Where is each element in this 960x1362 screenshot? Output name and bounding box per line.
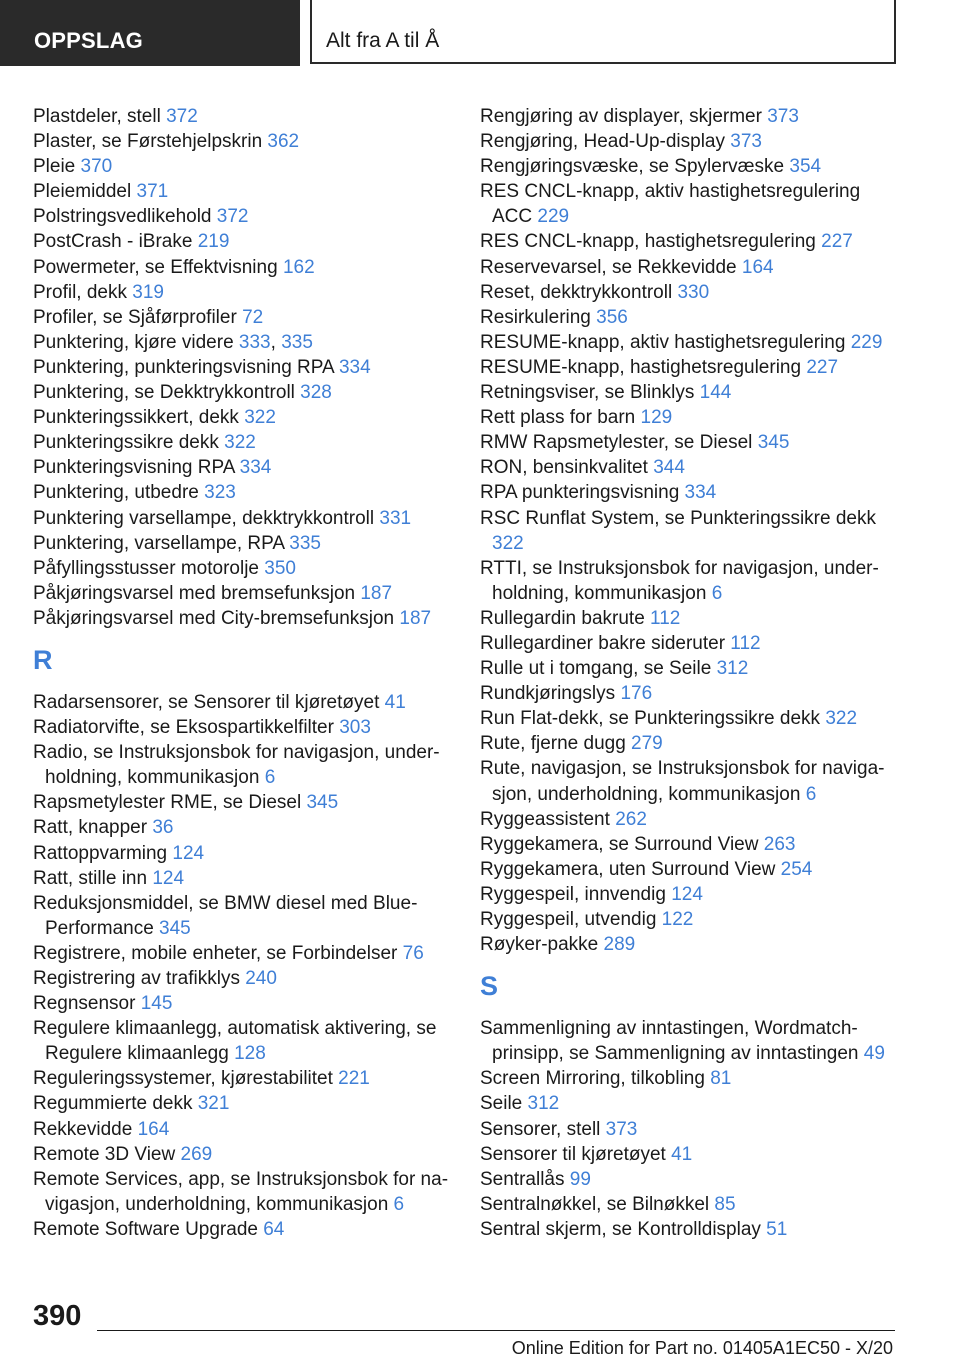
entry-text: Ryggespeil, innvendig (480, 883, 672, 905)
entry-text: Ryggekamera, uten Surround View (480, 858, 781, 880)
page-reference-link[interactable]: 289 (603, 934, 636, 956)
index-entry (33, 104, 453, 129)
entry-text: RESUME-knapp, aktiv hastighetsregulering (480, 331, 851, 353)
entry-text: RES CNCL-knapp, aktiv hastighetsregulering ACC (480, 181, 861, 228)
page-reference-link[interactable]: 371 (136, 181, 169, 203)
page-number: 390 (33, 1300, 82, 1332)
index-entry (33, 154, 453, 179)
page-reference-link[interactable]: 124 (671, 883, 703, 905)
index-entry (480, 154, 895, 179)
index-entry (33, 355, 453, 380)
entry-text: RPA punkteringsvisning (480, 482, 685, 504)
index-entry (480, 455, 895, 480)
index-entry (480, 1117, 895, 1142)
page-reference-link[interactable]: 72 (242, 306, 264, 328)
entry-text: Rundkjøringslys (480, 683, 621, 705)
index-entry (480, 280, 895, 305)
index-entry (33, 715, 453, 740)
index-entry (480, 631, 895, 656)
entry-text: Reduksjonsmiddel, se BMW diesel med BluePerformance (33, 892, 418, 939)
index-entry (480, 405, 895, 430)
index-entry (33, 1217, 453, 1242)
entry-text: Profiler, se Sjåførprofiler (33, 306, 243, 328)
page-reference-link[interactable]: 41 (384, 691, 406, 713)
index-entry (33, 455, 453, 480)
section-tab: OPPSLAG (0, 0, 300, 66)
page-reference-link[interactable]: 129 (640, 407, 673, 429)
entry-text: Punktering, kjøre videre (33, 331, 239, 353)
index-entry (480, 255, 895, 280)
entry-text: Rulle ut i tomgang, se Seile (480, 658, 717, 680)
page-reference-link[interactable]: 162 (282, 256, 315, 278)
page-reference-link[interactable]: 112 (730, 632, 761, 654)
page-reference-link[interactable]: 334 (684, 482, 717, 504)
index-entry (480, 506, 895, 556)
index-entry (33, 1091, 453, 1116)
page-reference-link[interactable]: 229 (850, 331, 883, 353)
index-entry (33, 229, 453, 254)
entry-text: Rattoppvarming (33, 842, 173, 864)
index-entry (33, 790, 453, 815)
entry-text: Reset, dekktrykkontroll (480, 281, 678, 303)
index-entry (33, 1117, 453, 1142)
entry-text: Seile (480, 1093, 528, 1115)
entry-text: Regummierte dekk (33, 1093, 198, 1115)
page-reference-link[interactable]: 51 (766, 1218, 788, 1240)
index-entry (33, 866, 453, 891)
index-entry (480, 1142, 895, 1167)
page-header (0, 0, 960, 66)
page-reference-link[interactable]: 263 (763, 833, 796, 855)
page-reference-link[interactable]: 164 (137, 1118, 170, 1140)
index-entry (480, 1066, 895, 1091)
page-reference-link[interactable]: 219 (197, 231, 230, 253)
index-entry (480, 229, 895, 254)
page-reference-link[interactable]: 370 (80, 156, 113, 178)
index-letter-heading: R (33, 644, 53, 675)
index-entry (33, 991, 453, 1016)
page-reference-link[interactable]: 6 (393, 1193, 405, 1215)
index-entry (33, 1167, 453, 1217)
index-entry (33, 606, 453, 631)
index-column-left (33, 104, 453, 1242)
index-entry (33, 480, 453, 505)
entry-text: Rengjøring, Head-Up-display (480, 131, 731, 153)
page-reference-link[interactable]: 262 (615, 808, 647, 830)
page-reference-link[interactable]: 176 (620, 683, 653, 705)
index-entry (33, 966, 453, 991)
index-entry (480, 179, 895, 229)
page-reference-link[interactable]: 187 (360, 582, 393, 604)
index-letter-heading: S (480, 971, 499, 1002)
page-reference-link[interactable]: 334 (338, 356, 371, 378)
entry-text: Ryggeassistent (480, 808, 616, 830)
entry-text: Rett plass for barn (480, 407, 641, 429)
entry-text: Rute, fjerne dugg (480, 733, 632, 755)
page-reference-link[interactable]: 254 (780, 858, 813, 880)
index-entry (33, 556, 453, 581)
index-entry (33, 740, 453, 790)
page-reference-link[interactable]: 344 (653, 457, 685, 479)
page-reference-link[interactable]: 333 (238, 331, 271, 353)
index-entry (33, 1066, 453, 1091)
entry-text: RMW Rapsmetylester, se Diesel (480, 432, 758, 454)
page-reference-link[interactable]: 124 (172, 842, 205, 864)
page-reference-link[interactable]: 99 (569, 1168, 591, 1190)
index-entry (480, 907, 895, 932)
entry-text: RES CNCL-knapp, hastighetsregulering (480, 231, 822, 253)
page-reference-link[interactable]: 322 (825, 708, 858, 730)
entry-text: Remote Services, app, se Instruksjonsbok for navigasjon, underholdning, kommunikasjon (33, 1168, 449, 1215)
page-reference-link[interactable]: 240 (245, 968, 277, 989)
page-reference-link[interactable]: 345 (306, 792, 339, 814)
index-entry (480, 857, 895, 882)
page-reference-link[interactable]: 312 (527, 1093, 560, 1115)
page-reference-link[interactable]: 356 (596, 306, 628, 328)
index-entry (33, 255, 453, 280)
entry-text: , (270, 331, 282, 353)
index-entry (33, 506, 453, 531)
page-reference-link[interactable]: 372 (166, 106, 198, 127)
index-entry (33, 891, 453, 941)
page-title: Alt fra A til Å (310, 0, 896, 64)
entry-text: Retningsviser, se Blinklys (480, 382, 700, 404)
entry-text: Ryggespeil, utvendig (480, 909, 662, 930)
entry-text: RON, bensinkvalitet (480, 457, 654, 479)
index-entry (480, 129, 895, 154)
index-entry (33, 531, 453, 556)
entry-text: Punkteringsvisning RPA (33, 457, 240, 479)
entry-text: Radarsensorer, se Sensorer til kjøretøyet (33, 691, 385, 713)
page-reference-link[interactable]: 373 (605, 1118, 638, 1140)
page-reference-link[interactable]: 345 (159, 917, 191, 939)
page-reference-link[interactable]: 144 (699, 382, 732, 404)
page-reference-link[interactable]: 124 (152, 867, 185, 889)
entry-text: Punktering, varsellampe, RPA (33, 532, 290, 554)
page-reference-link[interactable]: 331 (379, 507, 412, 529)
entry-text: Polstringsvedlikehold (33, 206, 217, 228)
page-reference-link[interactable]: 164 (741, 256, 774, 278)
page-reference-link[interactable]: 81 (710, 1068, 732, 1090)
page-reference-link[interactable]: 330 (677, 281, 710, 303)
page-reference-link[interactable]: 279 (631, 733, 663, 755)
index-entry (480, 1217, 895, 1242)
entry-text: Rullegardin bakrute (480, 607, 651, 629)
index-entry (480, 1167, 895, 1192)
index-entry (480, 606, 895, 631)
page-reference-link[interactable]: 229 (537, 206, 570, 228)
index-entry (33, 380, 453, 405)
page-reference-link[interactable]: 322 (244, 407, 276, 429)
page-reference-link[interactable]: 6 (264, 767, 276, 789)
entry-text: PostCrash - iBrake (33, 231, 198, 253)
entry-text: Reguleringssystemer, kjørestabilitet (33, 1068, 339, 1090)
entry-text: Run Flat-dekk, se Punkteringssikre dekk (480, 708, 826, 730)
entry-text: Sensorer, stell (480, 1118, 606, 1140)
entry-text: Pleie (33, 156, 81, 178)
index-entry (480, 1192, 895, 1217)
entry-text: Remote 3D View (33, 1143, 181, 1165)
entry-text: Registrere, mobile enheter, se Forbindelser (33, 942, 403, 964)
entry-text: Plaster, se Førstehjelpskrin (33, 131, 268, 153)
page-reference-link[interactable]: 335 (289, 532, 321, 554)
entry-text: Rengjøringsvæske, se Spylervæske (480, 156, 790, 178)
page-reference-link[interactable]: 328 (300, 382, 332, 404)
page-reference-link[interactable]: 335 (281, 331, 313, 353)
page-reference-link[interactable]: 36 (152, 817, 174, 839)
page-reference-link[interactable]: 373 (767, 106, 799, 127)
index-entry (33, 1016, 453, 1066)
index-entry (480, 681, 895, 706)
entry-text: Regulere klimaanlegg, automatisk aktivering, se Regulere klimaanlegg (33, 1018, 437, 1065)
index-entry (480, 330, 895, 355)
index-entry (33, 841, 453, 866)
index-entry (33, 305, 453, 330)
entry-text: Sentralnøkkel, se Bilnøkkel (480, 1193, 715, 1215)
entry-text: Sentral skjerm, se Kontrolldisplay (480, 1218, 767, 1240)
index-entry (480, 807, 895, 832)
index-entry (480, 556, 895, 606)
page-reference-link[interactable]: 362 (267, 131, 300, 153)
page-reference-link[interactable]: 85 (714, 1193, 736, 1215)
entry-text: Sammenligning av inntastingen, Wordmatch-prinsipp, se Sammenligning av inntastingen (480, 1018, 864, 1065)
entry-text: Powermeter, se Effektvisning (33, 256, 283, 278)
index-entry (480, 731, 895, 756)
index-entry (33, 430, 453, 455)
entry-text: Punktering, se Dekktrykkontroll (33, 382, 301, 404)
index-entry (33, 405, 453, 430)
entry-text: RTTI, se Instruksjonsbok for navigasjon, underholdning, kommunikasjon (480, 557, 879, 604)
entry-text: Påfyllingsstusser motorolje (33, 557, 265, 579)
index-entry (480, 480, 895, 505)
page-reference-link[interactable]: 269 (180, 1143, 213, 1165)
entry-text: RESUME-knapp, hastighetsregulering (480, 356, 807, 378)
entry-text: Rute, navigasjon, se Instruksjonsbok for navigasjon, underholdning, kommunikasjon (480, 758, 885, 805)
page-reference-link[interactable]: 312 (716, 658, 749, 680)
entry-text: Rapsmetylester RME, se Diesel (33, 792, 307, 814)
page-reference-link[interactable]: 322 (492, 532, 524, 554)
entry-text: Ryggekamera, se Surround View (480, 833, 764, 855)
footer-edition: Online Edition for Part no. 01405A1EC50 - X/20 (511, 1338, 893, 1358)
entry-text: Punktering varsellampe, dekktrykkontroll (33, 507, 380, 529)
index-entry (480, 932, 895, 957)
page-reference-link[interactable]: 334 (239, 457, 272, 479)
page-reference-link[interactable]: 6 (805, 783, 817, 805)
index-entry (480, 706, 895, 731)
entry-text: Ratt, stille inn (33, 867, 153, 889)
entry-text: Reservevarsel, se Rekkevidde (480, 256, 742, 278)
page-reference-link[interactable]: 6 (711, 582, 723, 604)
entry-text: Pleiemiddel (33, 181, 137, 203)
page-reference-link[interactable]: 345 (757, 432, 790, 454)
index-entry (480, 882, 895, 907)
page-reference-link[interactable]: 145 (140, 993, 173, 1015)
page-reference-link[interactable]: 122 (661, 909, 694, 930)
entry-text: Sensorer til kjøretøyet (480, 1143, 672, 1165)
entry-text: Radiatorvifte, se Eksospartikkelfilter (33, 717, 340, 739)
page-reference-link[interactable]: 221 (338, 1068, 370, 1090)
index-entry (33, 129, 453, 154)
entry-text: Rullegardiner bakre sideruter (480, 632, 731, 654)
index-entry (33, 941, 453, 966)
page-reference-link[interactable]: 128 (234, 1043, 266, 1065)
entry-text: Punkteringssikkert, dekk (33, 407, 245, 429)
index-entry (33, 581, 453, 606)
entry-text: Resirkulering (480, 306, 597, 328)
footer-divider (97, 1330, 895, 1331)
entry-text: Påkjøringsvarsel med City-bremsefunksjon (33, 607, 400, 629)
index-entry (480, 430, 895, 455)
index-entry (480, 1091, 895, 1116)
index-entry (480, 104, 895, 129)
page-reference-link[interactable]: 350 (264, 557, 296, 579)
page-reference-link[interactable]: 319 (132, 281, 164, 303)
index-entry (33, 690, 453, 715)
page-reference-link[interactable]: 321 (197, 1093, 230, 1115)
page-reference-link[interactable]: 227 (806, 356, 839, 378)
entry-text: Remote Software Upgrade (33, 1218, 264, 1240)
page-reference-link[interactable]: 354 (789, 156, 822, 178)
entry-text: Radio, se Instruksjonsbok for navigasjon, underholdning, kommunikasjon (33, 742, 440, 789)
entry-text: Punktering, punkteringsvisning RPA (33, 356, 339, 378)
index-entry (480, 305, 895, 330)
index-entry (33, 1142, 453, 1167)
entry-text: Punktering, utbedre (33, 482, 205, 504)
index-entry (33, 204, 453, 229)
entry-text: Ratt, knapper (33, 817, 153, 839)
page-reference-link[interactable]: 49 (863, 1043, 885, 1065)
entry-text: Røyker-pakke (480, 934, 604, 956)
page-reference-link[interactable]: 41 (671, 1143, 693, 1165)
page-reference-link[interactable]: 76 (402, 942, 424, 964)
index-entry (33, 330, 453, 355)
entry-text: Profil, dekk (33, 281, 133, 303)
entry-text: Punkteringssikre dekk (33, 432, 225, 454)
entry-text: Rengjøring av displayer, skjermer (480, 106, 768, 127)
page-reference-link[interactable]: 112 (650, 607, 681, 629)
index-entry (33, 179, 453, 204)
page-reference-link[interactable]: 322 (224, 432, 256, 454)
entry-text: Plastdeler, stell (33, 106, 167, 127)
index-entry (480, 380, 895, 405)
index-entry (33, 815, 453, 840)
index-column-right (480, 104, 895, 1242)
index-entry (480, 656, 895, 681)
entry-text: Sentrallås (480, 1168, 570, 1190)
entry-text: Regnsensor (33, 993, 141, 1015)
entry-text: Påkjøringsvarsel med bremsefunksjon (33, 582, 361, 604)
index-entry (480, 832, 895, 857)
page-reference-link[interactable]: 227 (821, 231, 853, 253)
page-reference-link[interactable]: 187 (399, 607, 432, 629)
entry-text: Screen Mirroring, tilkobling (480, 1068, 711, 1090)
page-reference-link[interactable]: 373 (730, 131, 762, 153)
index-entry (480, 1016, 895, 1066)
page-reference-link[interactable]: 303 (339, 717, 371, 739)
index-entry (480, 756, 895, 806)
entry-text: Registrering av trafikklys (33, 968, 246, 989)
page-reference-link[interactable]: 372 (216, 206, 249, 228)
page-reference-link[interactable]: 64 (263, 1218, 285, 1240)
index-entry (33, 280, 453, 305)
index-entry (480, 355, 895, 380)
entry-text: RSC Runflat System, se Punkteringssikre dekk (480, 507, 876, 529)
page-reference-link[interactable]: 323 (204, 482, 236, 504)
entry-text: Rekkevidde (33, 1118, 138, 1140)
